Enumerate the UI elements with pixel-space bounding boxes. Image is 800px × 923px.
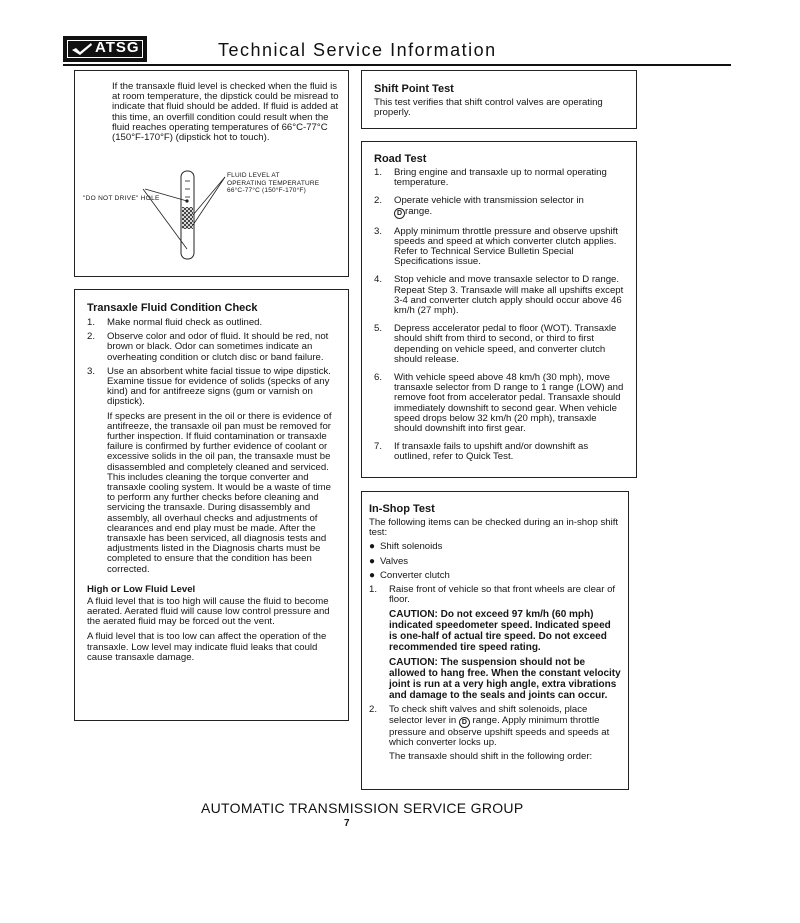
list-item: 2. To check shift valves and shift solenoids, place selector lever in D range. Apply minimum throttle pressure and observe upshift speeds and speeds at which converter locks up. — [369, 704, 610, 748]
dipstick-info-box — [74, 70, 349, 277]
caution-speed: CAUTION: Do not exceed 97 km/h (60 mph) indicated speedometer speed. Indicated speed is one-half of actual tire speed. Do not exceed recommended tire speed rating. — [389, 609, 611, 654]
caution-suspension: CAUTION: The suspension should not be allowed to hang free. When the constant velocity joint is run at a very high angle, extra vibrations and damage to the seals and joints can occur. — [389, 657, 621, 702]
shift-point-text: This test verifies that shift control valves are operating properly. — [374, 97, 603, 119]
road-test-box — [361, 141, 637, 478]
list-item: 3. Use an absorbent white facial tissue to wipe dipstick. Examine tissue for evidence of solids (specks of any kind) and for antifreeze signs (gum or varnish on dipstick). — [87, 365, 331, 408]
road-test-title: Road Test — [374, 153, 427, 165]
fluid-condition-box — [74, 289, 349, 721]
dipstick-paragraph: If the transaxle fluid level is checked when the fluid is at room temperature, the dipstick could be misread to indicate that fluid should be added. If fluid is added at this time, an overfill condition could result when the fluid reaches operating temperatures of 66°C-77°C (150°F-170°F) (dipstick hot to touch). — [112, 81, 339, 144]
list-item: 4. Stop vehicle and move transaxle selector to D range. Repeat Step 3. Transaxle will make all upshifts except 3-4 and converter clutch apply should occur above 46 km/h (27 mph). — [374, 274, 624, 317]
list-item: ● Valves — [369, 555, 409, 567]
bullet-icon: ● — [369, 555, 376, 567]
list-item: 2. Observe color and odor of fluid. It should be red, not brown or black. Odor can sometimes indicate an overheating condition or clutch disc or band failure. — [87, 331, 329, 363]
list-item: 2. Operate vehicle with transmission selector in D range. — [374, 195, 584, 217]
footer-title: AUTOMATIC TRANSMISSION SERVICE GROUP — [201, 800, 524, 816]
shift-point-box — [361, 70, 637, 129]
atsg-logo — [63, 36, 147, 62]
list-item: ● Converter clutch — [369, 569, 450, 581]
fluid-level-label-line3: 66°C-77°C (150°F-170°F) — [227, 187, 306, 195]
drive-symbol-icon: D — [459, 717, 470, 728]
list-item: 6. With vehicle speed above 48 km/h (30 mph), move transaxle selector from D range to 1 range (LOW) and remove foot from accelerator pedal. Transaxle should immediately downshift to second gear. When vehicle speed drops below 32 km/h (20 mph), transaxle should downshift into first gear. — [374, 372, 624, 435]
low-level-paragraph: A fluid level that is too low can affect the operation of the transaxle. Low level may indicate fluid leaks that could cause transaxle damage. — [87, 631, 327, 663]
in-shop-test-box — [361, 491, 629, 790]
fluid-level-label — [227, 172, 319, 195]
list-item: 3. Apply minimum throttle pressure and observe upshift speeds and speed at which converter clutch applies. Refer to Technical Service Bulletin Special Specifications issue. — [374, 225, 618, 268]
high-level-paragraph: A fluid level that is too high will cause the fluid to become aerated. Aerated fluid will cause low control pressure and the aerated fluid may be forced out the vent. — [87, 595, 330, 628]
logo-text: ATSG — [95, 39, 140, 56]
list-item: 1. Bring engine and transaxle up to normal operating temperature. — [374, 167, 607, 189]
header-divider — [63, 64, 731, 66]
check-icon — [71, 42, 93, 56]
shift-point-title: Shift Point Test — [374, 83, 454, 95]
in-shop-title: In-Shop Test — [369, 503, 435, 515]
fluid-level-label-line2: OPERATING TEMPERATURE — [227, 179, 320, 187]
list-item: 5. Depress accelerator pedal to floor (WOT). Transaxle should shift from third to second, or third to first depending on vehicle speed, and converter clutch should release. — [374, 323, 617, 365]
specks-paragraph: If specks are present in the oil or there is evidence of antifreeze, the transaxle oil pan must be removed for further inspection. If fluid contamination or transaxle failure is confirmed by further evidence of coolant or excessive solids in the oil pan, the transaxle must be disassembled and completely cleaned and serviced. This includes cleaning the torque converter and transaxle cooling system. It would be a waste of time to perform any further checks before cleaning and servicing the transaxle. During disassembly and assembly, all overhaul checks and adjustments of clearances and end play must be made. After the transaxle has been serviced, all diagnosis tests and adjustments listed in the Diagnosis charts must be completed to ensure that the condition has been corrected. — [107, 410, 332, 575]
high-low-subhead: High or Low Fluid Level — [87, 583, 196, 595]
bullet-icon: ● — [369, 569, 376, 581]
in-shop-intro: The following items can be checked during an in-shop shift test: — [369, 517, 619, 539]
list-item: ● Shift solenoids — [369, 541, 443, 553]
in-shop-closing: The transaxle should shift in the following order: — [389, 751, 593, 763]
fluid-level-label-line1: FLUID LEVEL AT — [227, 172, 280, 179]
list-item: 1. Make normal fluid check as outlined. — [87, 317, 263, 328]
fluid-condition-title: Transaxle Fluid Condition Check — [87, 302, 258, 314]
drive-symbol-icon: D — [394, 208, 405, 219]
list-item: 7. If transaxle fails to upshift and/or downshift as outlined, refer to Quick Test. — [374, 441, 589, 463]
bullet-icon: ● — [369, 541, 376, 553]
list-item: 1. Raise front of vehicle so that front wheels are clear of floor. — [369, 584, 616, 606]
page-title: Technical Service Information — [218, 40, 497, 60]
page-number: 7 — [344, 818, 350, 829]
do-not-drive-hole-label: "DO NOT DRIVE" HOLE — [83, 195, 160, 202]
